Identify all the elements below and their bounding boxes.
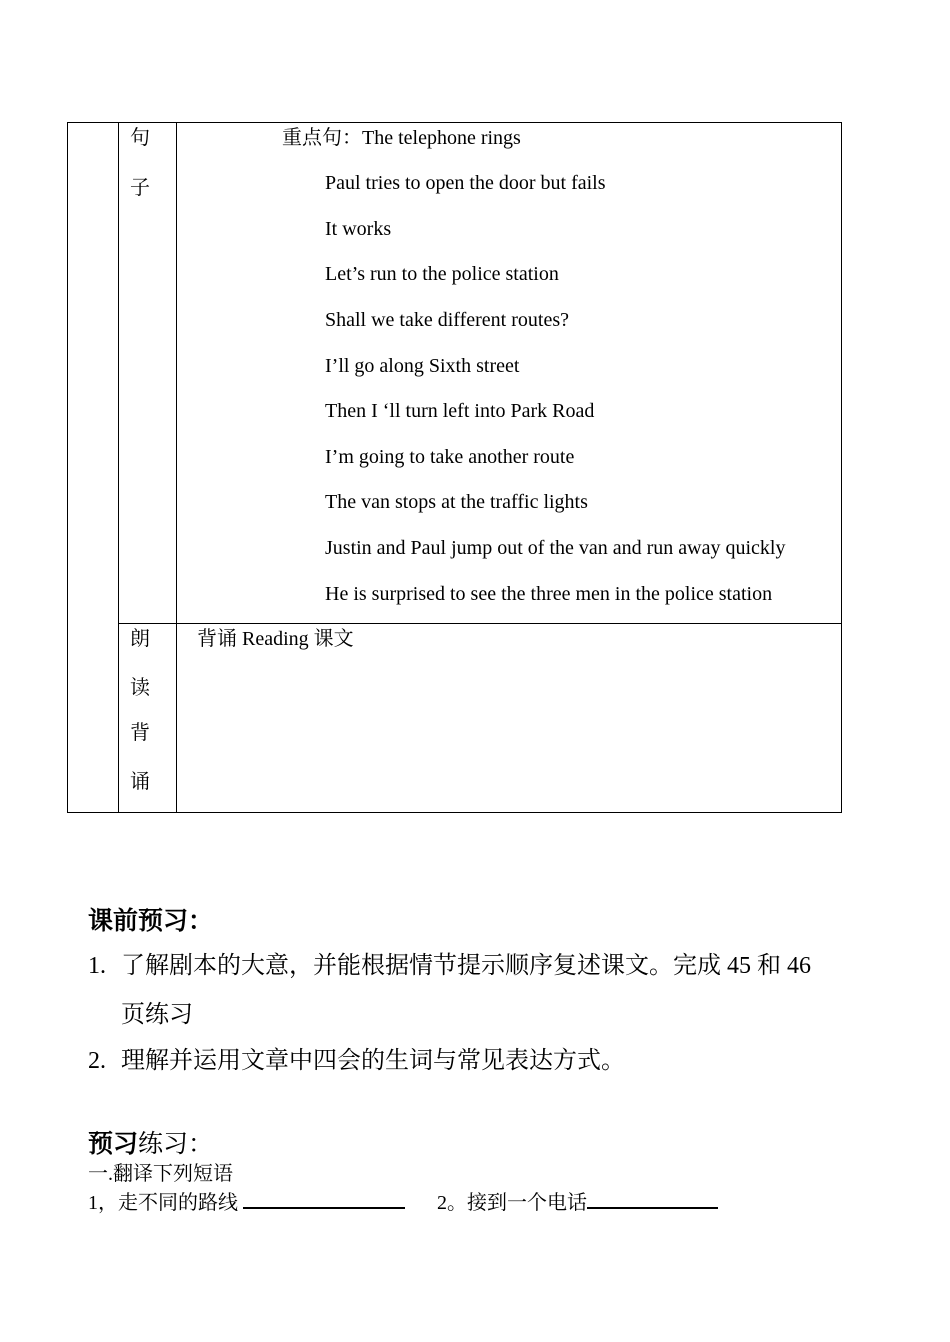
preview-title: 课前预习： xyxy=(88,908,214,935)
preview-item-number: 1. xyxy=(88,953,106,979)
sentence: Shall we take different routes? xyxy=(325,309,569,331)
sentence: Let’s run to the police station xyxy=(325,263,559,285)
sentence: I’m going to take another route xyxy=(325,446,575,468)
question-2-text: 2。接到一个电话 xyxy=(437,1192,587,1214)
sentence: He is surprised to see the three men in the police station xyxy=(325,583,773,605)
exercise-title-bold: 预习 xyxy=(88,1131,139,1158)
exercise-title-rest: 练习： xyxy=(138,1131,214,1158)
sentence: It works xyxy=(325,218,392,240)
preview-item-text: 了解剧本的大意，并能根据情节提示顺序复述课文。完成 45 和 46 xyxy=(121,953,811,979)
answer-blank-2[interactable] xyxy=(587,1189,718,1209)
exercise-title xyxy=(88,1124,213,1160)
key-sentence: The telephone rings xyxy=(362,127,521,149)
sentence: The van stops at the traffic lights xyxy=(325,491,588,513)
answer-blank-1[interactable] xyxy=(243,1189,405,1209)
table-top-border xyxy=(67,122,842,123)
column-divider-1 xyxy=(118,122,119,813)
exercise-question-2 xyxy=(437,1186,718,1215)
table-right-border xyxy=(841,122,842,813)
preview-item-text-cont: 页练习 xyxy=(121,1002,193,1028)
exercise-question-1 xyxy=(88,1186,405,1215)
table-bottom-border xyxy=(67,812,842,813)
exercise-section-label: 一.翻译下列短语 xyxy=(88,1163,233,1185)
sentence: I’ll go along Sixth street xyxy=(325,355,520,377)
preview-item-text: 理解并运用文章中四会的生词与常见表达方式。 xyxy=(121,1048,625,1074)
recite-instruction: 背诵 Reading 课文 xyxy=(197,628,354,650)
table-left-border xyxy=(67,122,68,813)
key-label: 重点句： xyxy=(282,127,362,149)
preview-item-number: 2. xyxy=(88,1048,106,1074)
label-char: 子 xyxy=(130,177,150,199)
sentence: Justin and Paul jump out of the van and run away quickly xyxy=(325,537,786,559)
row-divider xyxy=(118,623,842,624)
column-divider-2 xyxy=(176,122,177,813)
label-char: 读 xyxy=(130,677,150,699)
label-char: 朗 xyxy=(130,628,150,650)
sentence: Paul tries to open the door but fails xyxy=(325,172,606,194)
label-char: 诵 xyxy=(130,771,150,793)
label-char: 背 xyxy=(130,722,150,744)
question-1-text: 1，走不同的路线 xyxy=(88,1192,238,1214)
key-sentence-heading xyxy=(282,126,521,150)
label-char: 句 xyxy=(130,127,150,149)
sentence: Then I ‘ll turn left into Park Road xyxy=(325,400,595,422)
